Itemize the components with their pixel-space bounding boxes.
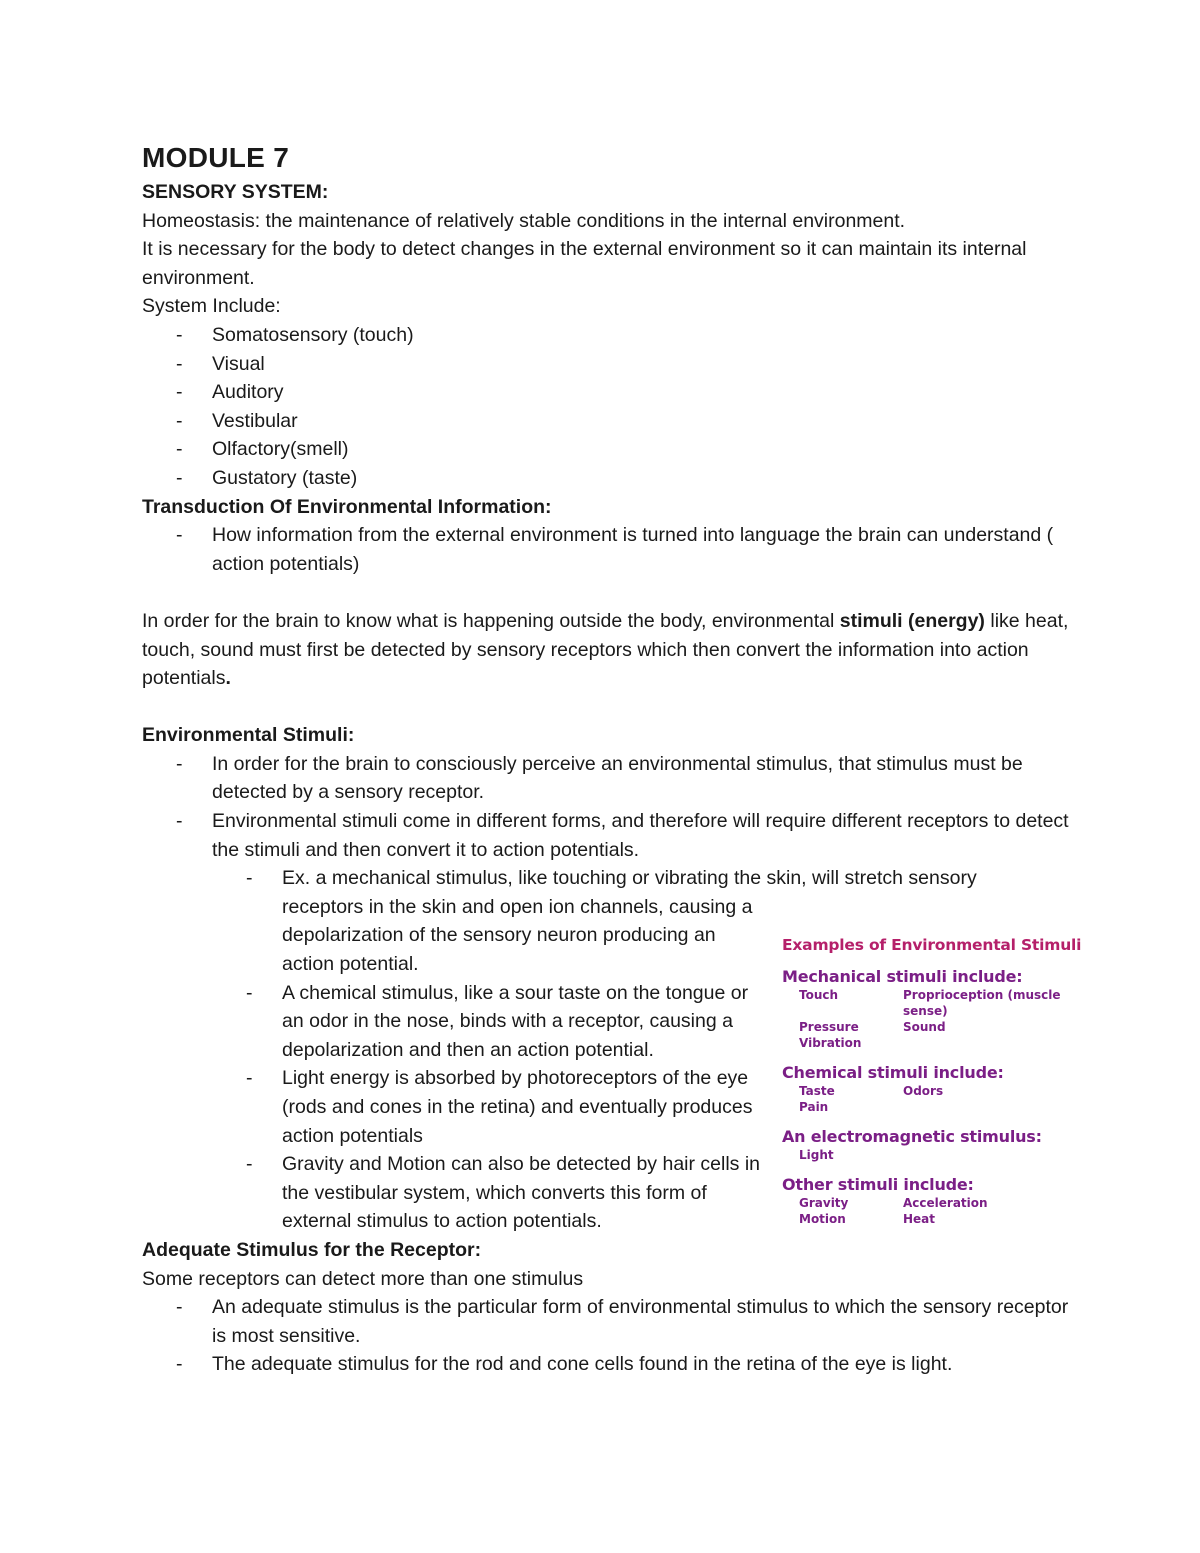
list-item: - The adequate stimulus for the rod and cone cells found in the retina of the eye is light.	[212, 1350, 1072, 1379]
list-item: - A chemical stimulus, like a sour taste on the tongue or an odor in the nose, binds with a receptor, causing a depolarization and then an action potential.	[282, 979, 762, 1065]
figure-items-grid	[799, 1147, 1112, 1163]
list-item: - Gustatory (taste)	[212, 464, 1072, 493]
figure-item: Pressure	[799, 1020, 859, 1034]
stimuli-energy-emphasis: stimuli (energy)	[839, 609, 985, 632]
list-item: - An adequate stimulus is the particular form of environmental stimulus to which the sensory receptor is most sensitive.	[212, 1293, 1072, 1350]
figure-item: Acceleration	[903, 1196, 988, 1210]
transduction-list	[142, 521, 1072, 578]
stimuli-paragraph-text-2: like heat, touch, sound must first be detected by sensory receptors which then convert the information into action potentials	[142, 609, 1069, 690]
list-item-text: Environmental stimuli come in different forms, and therefore will require different receptors to detect the stimuli and then convert it to action potentials.	[212, 810, 1069, 861]
list-item: - Visual	[212, 350, 1072, 379]
figure-item: Pain	[799, 1100, 829, 1114]
list-item: - Gravity and Motion can also be detected by hair cells in the vestibular system, which converts this form of external stimulus to action potentials.	[282, 1150, 762, 1236]
sensory-system-heading: SENSORY SYSTEM:	[142, 181, 329, 203]
figure-item: Light	[799, 1148, 834, 1162]
figure-section-other	[782, 1175, 1112, 1227]
list-item: - Somatosensory (touch)	[212, 321, 1072, 350]
figure-item: Proprioception (muscle sense)	[903, 988, 1061, 1018]
figure-item: Heat	[903, 1212, 936, 1226]
figure-section-heading: Mechanical stimuli include:	[782, 967, 1023, 986]
figure-item: Motion	[799, 1212, 846, 1226]
figure-section-heading: Other stimuli include:	[782, 1175, 974, 1194]
detect-changes-paragraph: It is necessary for the body to detect changes in the external environment so it can maintain its internal environment.	[142, 238, 1027, 289]
figure-section-electromagnetic	[782, 1127, 1112, 1163]
transduction-heading: Transduction Of Environmental Information:	[142, 495, 552, 518]
list-item: - Auditory	[212, 378, 1072, 407]
figure-section-mechanical	[782, 967, 1112, 1051]
homeostasis-definition: Homeostasis: the maintenance of relatively stable conditions in the internal environment.	[142, 209, 906, 232]
adequate-intro: Some receptors can detect more than one stimulus	[142, 1267, 584, 1290]
figure-items-grid	[799, 1195, 1112, 1227]
figure-section-heading: Chemical stimuli include:	[782, 1063, 1004, 1082]
figure-item: Odors	[903, 1084, 944, 1098]
list-item: - Olfactory(smell)	[212, 435, 1072, 464]
stimuli-paragraph-period: .	[225, 667, 231, 690]
systems-list	[142, 321, 1072, 493]
list-item: - Vestibular	[212, 407, 1072, 436]
figure-item	[903, 1035, 1103, 1051]
figure-section-heading: An electromagnetic stimulus:	[782, 1127, 1042, 1146]
figure-section-chemical	[782, 1063, 1112, 1115]
figure-item: Taste	[799, 1084, 835, 1098]
adequate-stimulus-list	[142, 1293, 1072, 1379]
module-title: MODULE 7	[142, 142, 290, 173]
stimuli-paragraph-text: In order for the brain to know what is happening outside the body, environmental	[142, 609, 840, 632]
figure-title: Examples of Environmental Stimuli	[782, 936, 1082, 954]
figure-item	[903, 1147, 1103, 1163]
adequate-stimulus-heading: Adequate Stimulus for the Receptor:	[142, 1238, 482, 1261]
list-item-text: - Ex. a mechanical stimulus, like touching or vibrating the skin, will stretch sensory	[282, 867, 977, 890]
figure-item: Touch	[799, 988, 839, 1002]
list-item: - How information from the external environment is turned into language the brain can understand ( action potentials)	[212, 521, 1072, 578]
stimuli-paragraph	[142, 607, 1072, 693]
environmental-stimuli-heading: Environmental Stimuli:	[142, 724, 355, 747]
list-item: - In order for the brain to consciously perceive an environmental stimulus, that stimulus must be detected by a sensory receptor.	[212, 750, 1072, 807]
figure-item	[903, 1099, 1103, 1115]
figure-item: Vibration	[799, 1036, 862, 1050]
environmental-stimuli-figure	[782, 936, 1112, 1239]
figure-items-grid	[799, 1083, 1112, 1115]
figure-item: Sound	[903, 1020, 946, 1034]
figure-item: Gravity	[799, 1196, 849, 1210]
system-include-label: System Include:	[142, 295, 281, 318]
list-item-text-continued: receptors in the skin and open ion channels, causing a depolarization of the sensory neuron producing an action potential.	[282, 895, 753, 976]
list-item: - Light energy is absorbed by photoreceptors of the eye (rods and cones in the retina) and eventually produces action potentials	[282, 1064, 762, 1150]
figure-items-grid	[799, 987, 1112, 1051]
